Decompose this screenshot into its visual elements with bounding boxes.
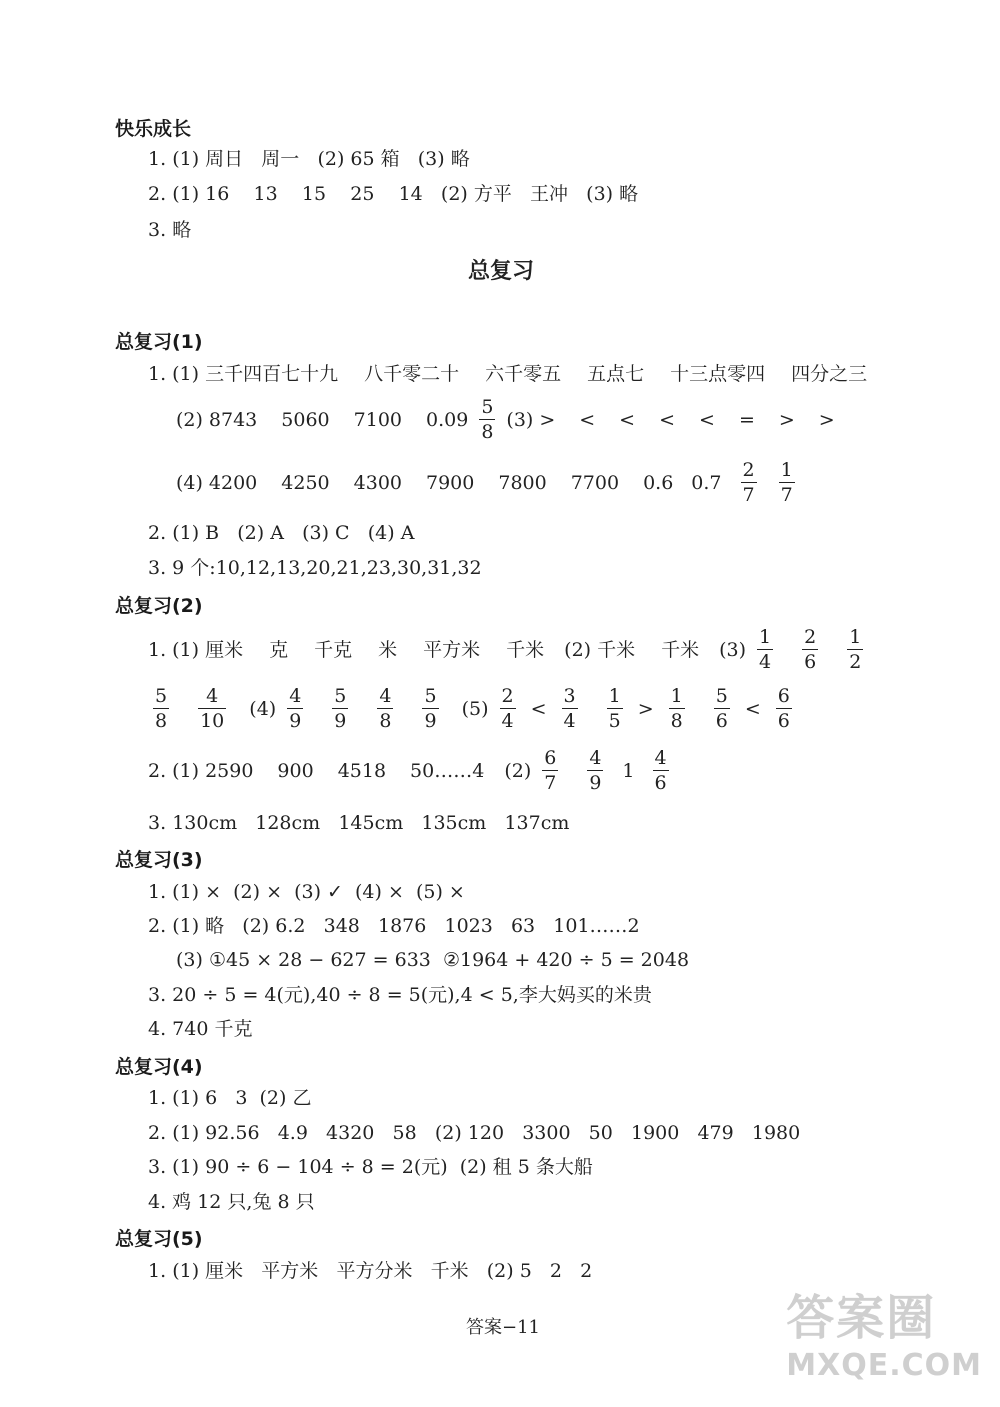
fraction: $\frac{6}{7}$ [544,747,557,794]
fraction: $\frac{4}{9}$ [589,747,602,794]
answer-line: (2) 8743 5060 7100 0.09 $\frac{5}{8}$ (3) > < < < < = > > [176,396,835,443]
section-heading-happy-growth: 快乐成长 [115,118,192,140]
section-heading-review-3: 总复习(3) [115,849,203,871]
fraction: $\frac{2}{7}$ [742,459,755,506]
answer-line: 1. (1) 厘米 平方米 平方分米 千米 (2) 5 2 2 [148,1260,593,1282]
fraction: $\frac{5}{9}$ [334,685,347,732]
answer-line: 3. 20 ÷ 5 = 4(元),40 ÷ 8 = 5(元),4 < 5,李大妈买的米贵 [148,984,652,1006]
fraction: $\frac{4}{10}$ [200,685,225,732]
page-title: 总复习 [468,259,535,284]
answer-line: 3. 130cm 128cm 145cm 135cm 137cm [148,812,570,834]
answer-line: 4. 鸡 12 只,兔 8 只 [148,1191,315,1213]
answer-line: 4. 740 千克 [148,1018,253,1040]
section-heading-review-4: 总复习(4) [115,1056,203,1078]
section-heading-review-1: 总复习(1) [115,331,203,353]
fraction: $\frac{6}{6}$ [777,685,790,732]
watermark-logo: 答案圈 MXQE.COM [786,1290,982,1383]
answer-line: 3. 9 个:10,12,13,20,21,23,30,31,32 [148,557,482,579]
answer-line: $\frac{5}{8}$ $\frac{4}{10}$ (4) $\frac{4}{9}$ $\frac{5}{9}$ $\frac{4}{8}$ $\frac{5}{9}$ (5) $\frac{2}{4}$ < $\frac{3}{4}$ $\frac{1}{5}$ > $\frac{1}{8}$ $\frac{5}{6}$ < $\frac{6}{6}$ [155,685,790,732]
fraction: $\frac{1}{8}$ [670,685,683,732]
answer-line: 1. (1) × (2) × (3) ✓ (4) × (5) × [148,881,465,903]
answer-line: 2. (1) B (2) A (3) C (4) A [148,522,415,544]
fraction: $\frac{5}{9}$ [424,685,437,732]
answer-line: 3. 略 [148,219,192,241]
page-number: 答案−11 [466,1317,540,1338]
fraction: $\frac{4}{9}$ [289,685,302,732]
fraction: $\frac{1}{5}$ [608,685,621,732]
fraction: $\frac{5}{6}$ [715,685,728,732]
fraction: $\frac{2}{6}$ [804,626,817,673]
fraction: $\frac{1}{2}$ [849,626,862,673]
answer-line: (4) 4200 4250 4300 7900 7800 7700 0.6 0.7 $\frac{2}{7}$ $\frac{1}{7}$ [176,459,793,506]
answer-line: 1. (1) 厘米 克 千克 米 平方米 千米 (2) 千米 千米 (3) $\frac{1}{4}$ $\frac{2}{6}$ $\frac{1}{2}$ [148,626,862,673]
fraction: $\frac{1}{7}$ [780,459,793,506]
answer-line: (3) ①45 × 28 − 627 = 633 ②1964 + 420 ÷ 5 = 2048 [176,949,690,971]
fraction: $\frac{4}{8}$ [379,685,392,732]
fraction: $\frac{2}{4}$ [501,685,514,732]
answer-line: 3. (1) 90 ÷ 6 − 104 ÷ 8 = 2(元) (2) 租 5 条大船 [148,1156,593,1178]
answer-line: 2. (1) 16 13 15 25 14 (2) 方平 王冲 (3) 略 [148,183,639,205]
answer-line: 1. (1) 三千四百七十九 八千零二十 六千零五 五点七 十三点零四 四分之三 [148,363,868,385]
section-heading-review-2: 总复习(2) [115,595,203,617]
fraction: $\frac{4}{6}$ [654,747,667,794]
fraction: $\frac{5}{8}$ [155,685,168,732]
fraction: $\frac{3}{4}$ [563,685,576,732]
fraction: $\frac{5}{8}$ [481,396,494,443]
answer-line: 1. (1) 周日 周一 (2) 65 箱 (3) 略 [148,148,470,170]
answer-line: 2. (1) 92.56 4.9 4320 58 (2) 120 3300 50 1900 479 1980 [148,1122,801,1144]
answer-line: 2. (1) 略 (2) 6.2 348 1876 1023 63 101……2 [148,915,640,937]
fraction: $\frac{1}{4}$ [759,626,772,673]
answer-line: 2. (1) 2590 900 4518 50……4 (2) $\frac{6}{7}$ $\frac{4}{9}$ 1 $\frac{4}{6}$ [148,747,667,794]
answer-line: 1. (1) 6 3 (2) 乙 [148,1087,312,1109]
section-heading-review-5: 总复习(5) [115,1228,203,1250]
